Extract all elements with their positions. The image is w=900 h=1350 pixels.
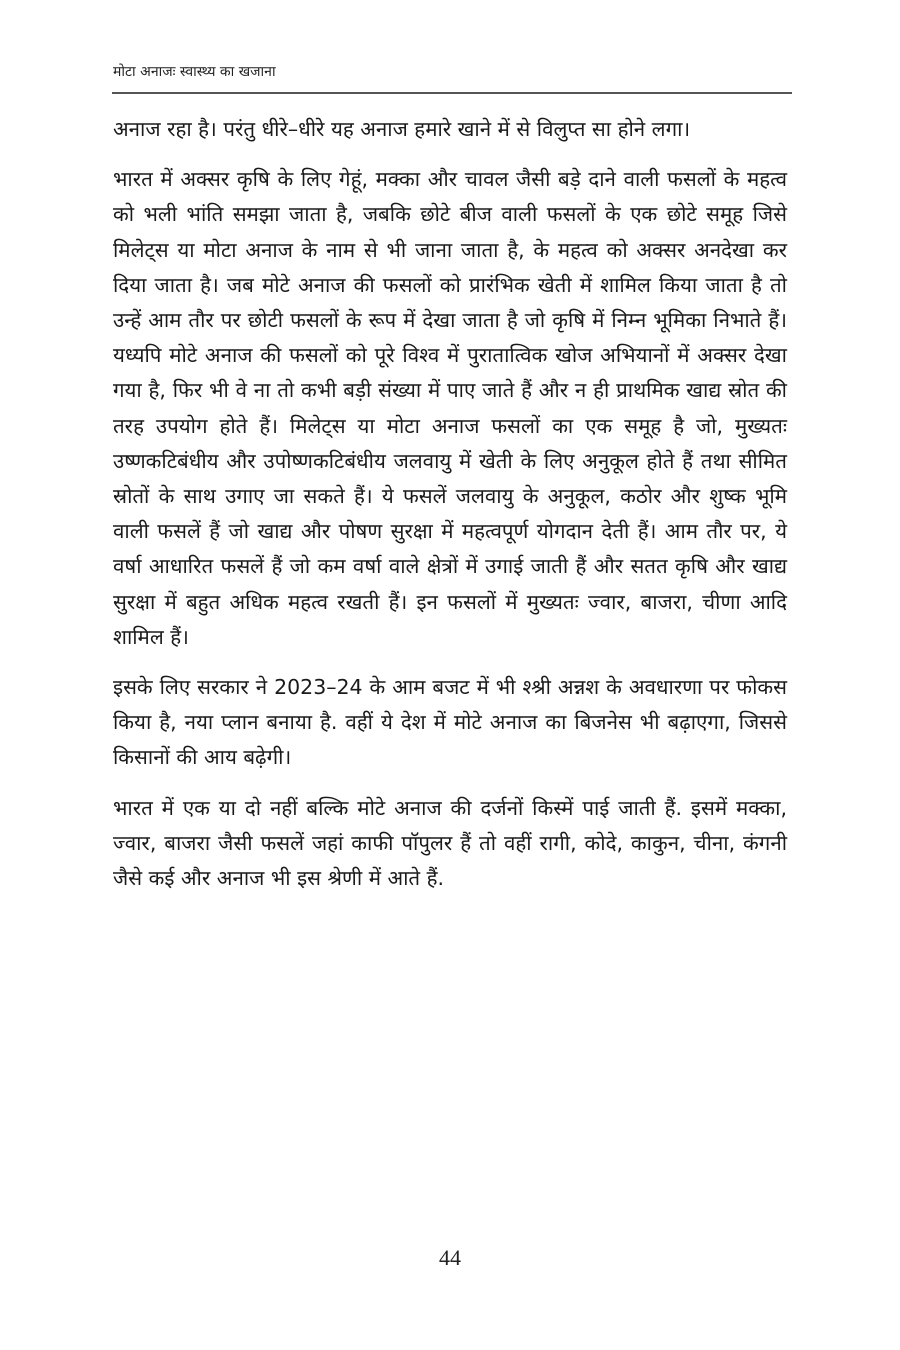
paragraph-3: इसके लिए सरकार ने 2023–24 के आम बजट में भी श्श्री अन्नश के अवधारणा पर फोकस किया है, नया प्लान बनाया है. वहीं ये देश में मोटे अनाज का बिजनेस भी बढ़ाएगा, जिससे किसानों की आय बढ़ेगी। (113, 675, 787, 770)
paragraph-4: भारत में एक या दो नहीं बल्कि मोटे अनाज की दर्जनों किस्में पाई जाती हैं. इसमें मक्का, ज्वार, बाजरा जैसी फसलें जहां काफी पॉपुलर हैं तो वहीं रागी, कोदे, काकुन, चीना, कंगनी जैसे कई और अनाज भी इस श्रेणी में आते हैं. (113, 795, 787, 891)
body-text (113, 112, 787, 911)
header-divider (112, 92, 792, 94)
running-header: मोटा अनाजः स्वास्थ्य का खजाना (113, 64, 276, 80)
page-number: 44 (439, 1245, 461, 1270)
paragraph-2: भारत में अक्सर कृषि के लिए गेहूं, मक्का और चावल जैसी बड़े दाने वाली फसलों के महत्व को भली भांति समझा जाता है, जबकि छोटे बीज वाली फसलों के एक छोटे समूह जिसे मिलेट्स या मोटा अनाज के नाम से भी जाना जाता है, के महत्व को अक्सर अनदेखा कर दिया जाता है। जब मोटे अनाज की फसलों को प्रारंभिक खेती में शामिल किया जाता है तो उन्हें आम तौर पर छोटी फसलों के रूप में देखा जाता है जो कृषि में निम्न भूमिका निभाते हैं। यध्यपि मोटे अनाज की फसलों को पूरे विश्व में पुरातात्विक खोज अभियानों में अक्सर देखा गया है, फिर भी वे ना तो कभी बड़ी संख्या में पाए जाते हैं और न ही प्राथमिक खाद्य स्रोत की तरह उपयोग होते हैं। मिलेट्स या मोटा अनाज फसलों का एक समूह है जो, मुख्यतः उष्णकटिबंधीय और उपोष्णकटिबंधीय जलवायु में खेती के लिए अनुकूल होते हैं तथा सीमित स्रोतों के साथ उगाए जा सकते हैं। ये फसलें जलवायु के अनुकूल, कठोर और शुष्क भूमि वाली फसलें हैं जो खाद्य और पोषण सुरक्षा में महत्वपूर्ण योगदान देती हैं। आम तौर पर, ये वर्षा आधारित फसलें हैं जो कम वर्षा वाले क्षेत्रों में उगाई जाती हैं और सतत कृषि और खाद्य सुरक्षा में बहुत अधिक महत्व रखती हैं। इन फसलों में मुख्यतः ज्वार, बाजरा, चीणा आदि शामिल हैं। (113, 167, 787, 649)
paragraph-1: अनाज रहा है। परंतु धीरे–धीरे यह अनाज हमारे खाने में से विलुप्त सा होने लगा। (113, 117, 691, 141)
